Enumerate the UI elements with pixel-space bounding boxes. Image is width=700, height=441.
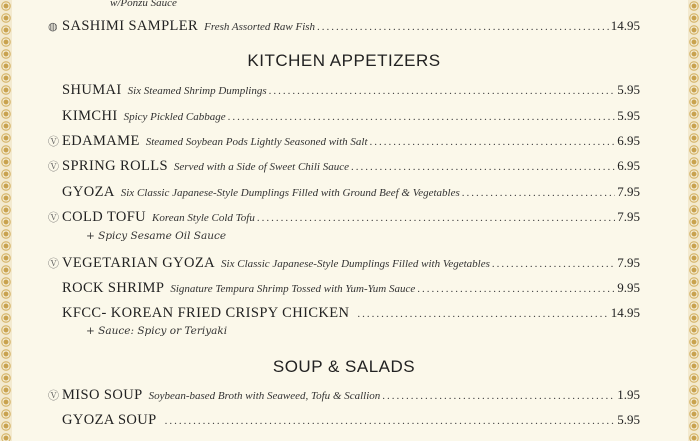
item-description: Soybean-based Broth with Seaweed, Tofu & Scallion xyxy=(148,390,381,402)
item-description: Signature Tempura Shrimp Tossed with Yum-Yum Sauce xyxy=(170,283,416,295)
item-name: SASHIMI SAMPLER xyxy=(62,18,199,34)
item-price: 7.95 xyxy=(617,184,640,199)
menu-item-edamame xyxy=(48,133,640,153)
item-description: Six Classic Japanese-Style Dumplings Filled with Ground Beef & Vegetables xyxy=(120,187,460,199)
item-name: KIMCHI xyxy=(62,108,118,124)
section-heading-soup-salads: SOUP & SALADS xyxy=(272,357,416,376)
menu-item-shumai xyxy=(48,82,640,102)
item-description: Spicy Pickled Cabbage xyxy=(123,111,226,123)
menu-item-rock-shrimp xyxy=(48,280,640,300)
item-price: 7.95 xyxy=(617,255,640,270)
menu-item-miso-soup xyxy=(48,387,640,407)
vegetarian-icon: Ⓥ xyxy=(48,161,59,173)
item-name: SPRING ROLLS xyxy=(62,158,168,174)
item-name: EDAMAME xyxy=(62,133,140,149)
menu-item-kimchi xyxy=(48,108,640,128)
item-name: VEGETARIAN GYOZA xyxy=(62,255,216,271)
vegetarian-icon: Ⓥ xyxy=(48,258,59,270)
menu-item-kfcc xyxy=(48,305,640,325)
item-price: 9.95 xyxy=(617,280,640,295)
left-ornamental-border xyxy=(0,0,12,441)
dot-leader xyxy=(165,415,616,427)
menu-item-sashimi-sampler xyxy=(48,18,640,38)
dot-leader xyxy=(462,187,615,199)
item-price: 6.95 xyxy=(617,158,640,173)
item-price: 14.95 xyxy=(610,305,640,320)
dot-leader xyxy=(317,21,609,33)
dot-leader xyxy=(357,308,608,320)
menu-item-gyoza-soup xyxy=(48,412,640,432)
item-price: 1.95 xyxy=(617,387,640,402)
item-description: Six Classic Japanese-Style Dumplings Filled with Vegetables xyxy=(221,258,490,270)
dot-leader xyxy=(269,85,616,97)
item-description: Korean Style Cold Tofu xyxy=(152,212,255,224)
vegetarian-icon: Ⓥ xyxy=(48,136,59,148)
item-addon-note: + Spicy Sesame Oil Sauce xyxy=(86,230,227,242)
vegetarian-icon: Ⓥ xyxy=(48,212,59,224)
item-description: Steamed Soybean Pods Lightly Seasoned with Salt xyxy=(145,136,368,148)
menu-item-cold-tofu xyxy=(48,209,640,229)
dot-leader xyxy=(417,283,615,295)
menu-item-gyoza xyxy=(48,184,640,204)
item-description: Served with a Side of Sweet Chili Sauce xyxy=(173,161,349,173)
menu-item-spring-rolls xyxy=(48,158,640,178)
item-description: Fresh Assorted Raw Fish xyxy=(204,21,316,33)
item-name: SHUMAI xyxy=(62,82,122,98)
item-price: 5.95 xyxy=(617,82,640,97)
item-name: ROCK SHRIMP xyxy=(62,280,165,296)
dot-leader xyxy=(382,390,615,402)
dot-leader xyxy=(370,136,616,148)
dot-leader xyxy=(257,212,615,224)
item-name: MISO SOUP xyxy=(62,387,143,403)
vegetarian-icon: Ⓥ xyxy=(48,390,59,402)
item-name: COLD TOFU xyxy=(62,209,147,225)
raw-fish-icon: ◍ xyxy=(48,21,58,33)
menu-item-vegetarian-gyoza xyxy=(48,255,640,275)
section-heading-kitchen-appetizers: KITCHEN APPETIZERS xyxy=(247,51,441,70)
dot-leader xyxy=(228,111,616,123)
dot-leader xyxy=(351,161,615,173)
item-addon-note: + Sauce: Spicy or Teriyaki xyxy=(86,325,228,337)
item-price: 14.95 xyxy=(610,18,640,33)
item-name: KFCC- KOREAN FRIED CRISPY CHICKEN xyxy=(62,305,350,321)
item-price: 5.95 xyxy=(617,108,640,123)
item-name: GYOZA SOUP xyxy=(62,412,157,428)
right-ornamental-border xyxy=(688,0,700,441)
sauce-note-fragment: w/Ponzu Sauce xyxy=(110,0,177,9)
item-price: 5.95 xyxy=(617,412,640,427)
dot-leader xyxy=(492,258,615,270)
item-price: 6.95 xyxy=(617,133,640,148)
item-price: 7.95 xyxy=(617,209,640,224)
item-name: GYOZA xyxy=(62,184,115,200)
item-description: Six Steamed Shrimp Dumplings xyxy=(127,85,267,97)
